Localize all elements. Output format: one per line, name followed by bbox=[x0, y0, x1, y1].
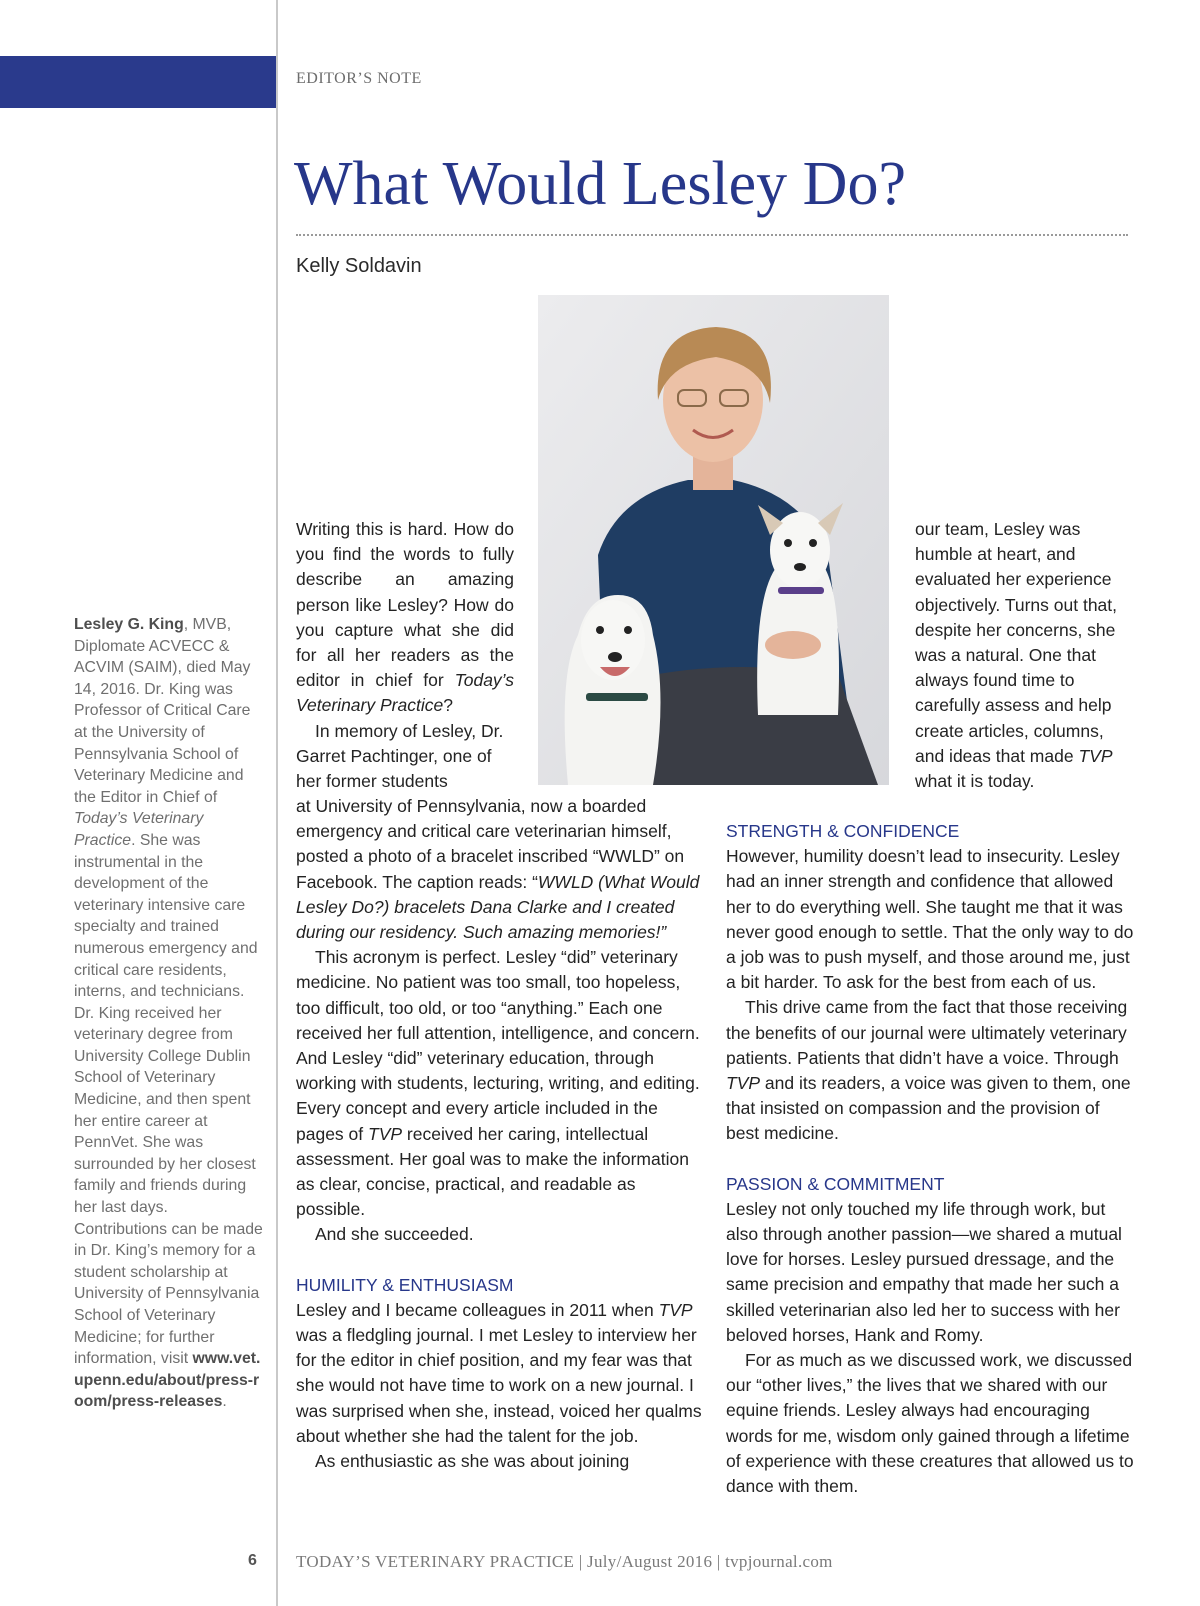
bio-name: Lesley G. King bbox=[74, 616, 184, 633]
team-end: what it is today. bbox=[915, 771, 1035, 792]
press-release-link[interactable]: www.vet.upenn.edu/about/press-room/press-releases bbox=[74, 1350, 261, 1411]
paragraph-team bbox=[915, 517, 1130, 794]
portrait-photo bbox=[538, 295, 889, 785]
header-color-bar bbox=[0, 56, 277, 108]
bio-journal-name: Today’s Veterinary Practice bbox=[74, 810, 204, 849]
intro-end: ? bbox=[443, 695, 453, 716]
paragraph-drive bbox=[726, 995, 1136, 1146]
memory-text: at University of Pennsylvania, now a boarded emergency and critical care veterinarian himself, posted a photo of a bracelet inscribed “WWLD” on Facebook. The caption reads: “ bbox=[296, 796, 685, 892]
acronym-text: This acronym is perfect. Lesley “did” veterinary medicine. No patient was too small, too hopeless, too difficult, too old, or too “anything.” Each one received her full attention, intelligence, and concern. And Lesley “did” veterinary education, through working with students, lecturing, writing, and editing. Every concept and every article included in the pages of bbox=[296, 947, 700, 1144]
memory-quote-italic: WWLD (What Would Lesley Do?) bracelets Dana Clarke and I created during our residency. Such amazing memories!” bbox=[296, 871, 700, 943]
section-label: EDITOR’S NOTE bbox=[296, 70, 422, 87]
paragraph-acronym bbox=[296, 945, 706, 1222]
bio-text-2: . She was instrumental in the development of the veterinary intensive care specialty and trained numerous emergency and critical care residents, interns, and technicians. Dr. King received her veterinary degree from University College Dublin School of Veterinary Medicine, and then spent her entire career at PennVet. She was surrounded by her closest family and friends during her last days. Contributions can be made in Dr. King’s memory for a student scholarship at University of Pennsylvania School of Veterinary Medicine; for further information, visit bbox=[74, 831, 263, 1368]
colleagues-end: was a fledgling journal. I met Lesley to interview her for the editor in chief position, and my fear was that she would not have time to work on a new journal. I was surprised when she, instead, voiced her qualms about whether she had the talent for the job. bbox=[296, 1325, 702, 1446]
paragraph-other-lives: For as much as we discussed work, we discussed our “other lives,” the lives that we shared with our equine friends. Lesley always had encouraging words for me, wisdom only gained through a lifetime of experience with these creatures that allowed us to dance with them. bbox=[726, 1350, 1134, 1497]
title-divider bbox=[296, 234, 1128, 236]
column-1-bottom bbox=[296, 794, 706, 1474]
paragraph-horses: Lesley not only touched my life through work, but also through another passion—we shared a mutual love for horses. Lesley pursued dressage, and the same precision and empathy that made her such a skilled veterinarian also led her to success with her beloved horses, Hank and Romy. bbox=[726, 1198, 1122, 1345]
bio-text-1: , MVB, Diplomate ACVECC & ACVIM (SAIM), died May 14, 2016. Dr. King was Professor of Critical Care at the University of Pennsylvania School of Veterinary Medicine and the Editor in Chief of bbox=[74, 616, 251, 806]
article-title: What Would Lesley Do? bbox=[294, 150, 906, 218]
team-text: our team, Lesley was humble at heart, and evaluated her experience objectively. Turns out that, despite her concerns, she was a natural. One that always found time to carefully assess and help create articles, columns, and ideas that made bbox=[915, 519, 1118, 766]
colleagues-tvp: TVP bbox=[658, 1299, 693, 1320]
acronym-tvp: TVP bbox=[368, 1123, 403, 1144]
drive-tvp: TVP bbox=[726, 1073, 761, 1094]
footer-text: TODAY’S VETERINARY PRACTICE | July/August 2016 | tvpjournal.com bbox=[296, 1552, 833, 1571]
heading-humility: HUMILITY & ENTHUSIASM bbox=[296, 1274, 514, 1295]
paragraph-humility: However, humility doesn’t lead to insecurity. Lesley had an inner strength and confidence that allowed her to do everything well. She taught me that it was never good enough to settle. That the only way to do a job was to push myself, and those around me, just a bit harder. To ask for the best from each of us. bbox=[726, 846, 1134, 993]
colleagues-text: Lesley and I became colleagues in 2011 when bbox=[296, 1299, 659, 1320]
author-byline: Kelly Soldavin bbox=[296, 255, 422, 277]
paragraph-colleagues bbox=[296, 1298, 706, 1449]
paragraph-enthusiastic-start: As enthusiastic as she was about joining bbox=[315, 1451, 630, 1472]
intro-text: Writing this is hard. How do you find the words to fully describe an amazing person like Lesley? How do you capture what she did for all her readers as the editor in chief for bbox=[296, 519, 514, 691]
acronym-end: received her caring, intellectual assessment. Her goal was to make the information as clear, concise, practical, and readable as possible. bbox=[296, 1123, 689, 1220]
paragraph-memory-start: In memory of Lesley, Dr. Garret Pachtinger, one of her former students bbox=[296, 720, 504, 792]
intro-journal-italic: Today’s Veterinary Practice bbox=[296, 670, 514, 716]
heading-passion: PASSION & COMMITMENT bbox=[726, 1173, 945, 1194]
sidebar-bio bbox=[74, 614, 264, 1413]
paragraph-memory-cont bbox=[296, 794, 706, 945]
paragraph-intro bbox=[296, 517, 514, 719]
heading-strength: STRENGTH & CONFIDENCE bbox=[726, 821, 960, 841]
bio-end: . bbox=[222, 1393, 227, 1411]
drive-text: This drive came from the fact that those receiving the benefits of our journal were ultimately veterinary patients. Patients that didn’t have a voice. Through bbox=[726, 997, 1128, 1068]
column-2-bottom bbox=[726, 819, 1136, 1499]
column-2-top bbox=[915, 517, 1130, 794]
page-number: 6 bbox=[248, 1552, 257, 1569]
paragraph-succeeded: And she succeeded. bbox=[315, 1224, 474, 1245]
drive-end: and its readers, a voice was given to them, one that insisted on compassion and the provision of best medicine. bbox=[726, 1073, 1131, 1144]
column-1-top bbox=[296, 517, 514, 794]
team-tvp: TVP bbox=[1078, 745, 1113, 766]
gutter-rule bbox=[276, 0, 278, 1606]
